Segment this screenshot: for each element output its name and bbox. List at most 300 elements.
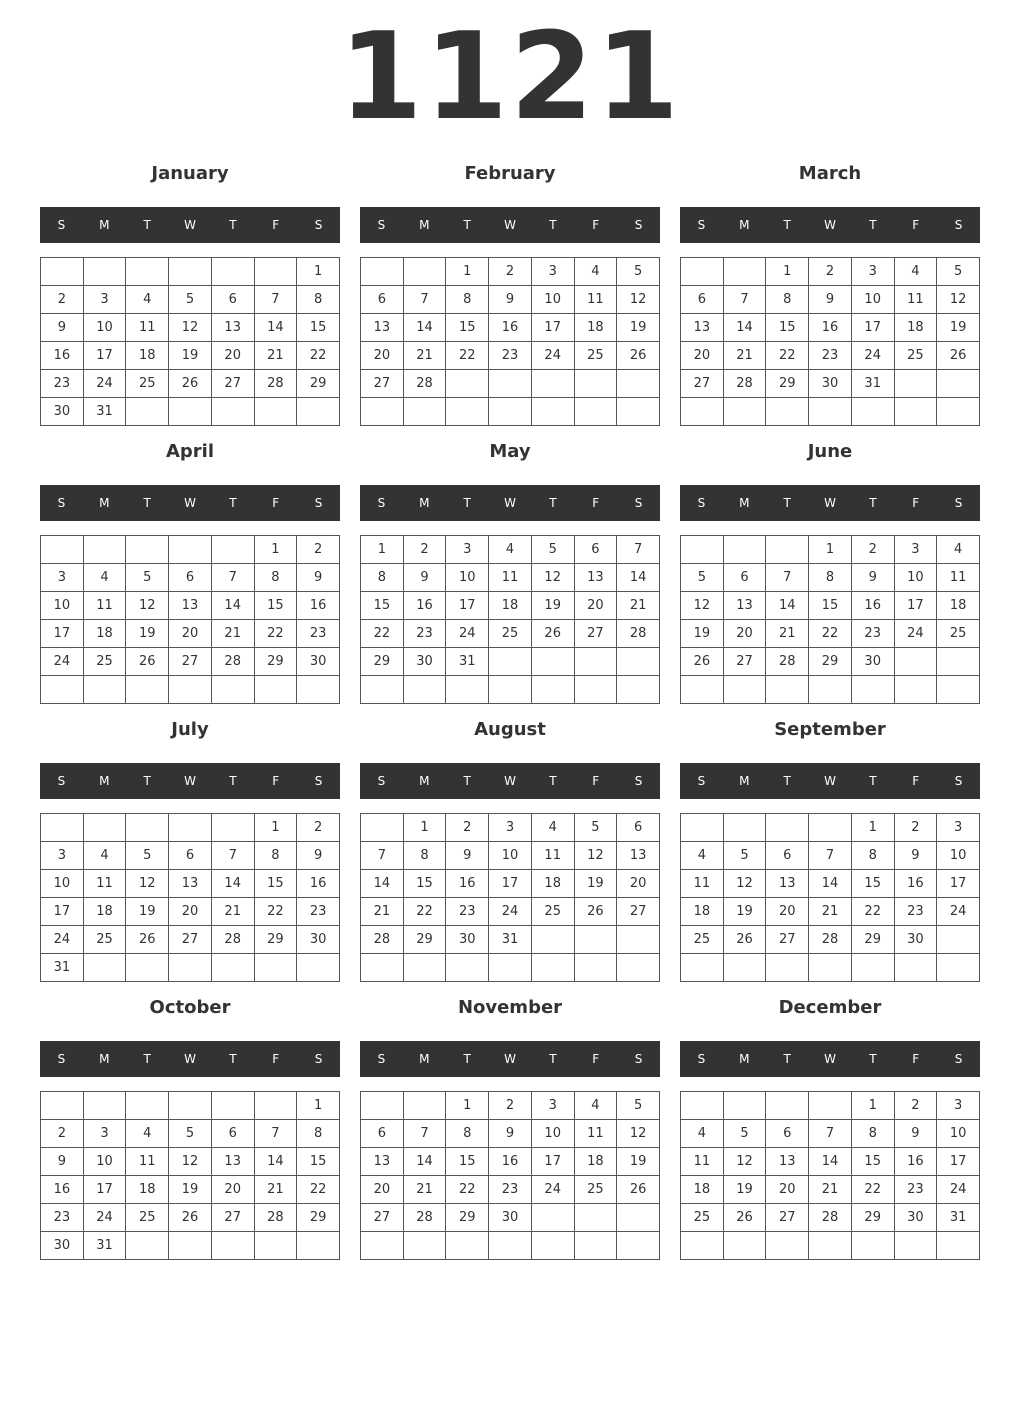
day-cell: 22	[297, 1176, 340, 1204]
day-cell: 7	[809, 842, 852, 870]
day-cell: 30	[895, 926, 938, 954]
empty-cell	[297, 1232, 340, 1260]
day-cell: 14	[809, 1148, 852, 1176]
month-name: September	[774, 719, 886, 740]
day-cell: 1	[446, 258, 489, 286]
day-cell: 30	[809, 370, 852, 398]
day-cell: 27	[617, 898, 660, 926]
day-cell: 25	[84, 926, 127, 954]
day-cell: 8	[766, 286, 809, 314]
weekday-label: F	[272, 496, 280, 510]
day-cell: 9	[895, 842, 938, 870]
empty-cell	[404, 1232, 447, 1260]
empty-cell	[361, 676, 404, 704]
day-cell: 7	[617, 536, 660, 564]
day-cell: 1	[446, 1092, 489, 1120]
empty-cell	[532, 926, 575, 954]
day-cell: 24	[937, 898, 980, 926]
day-cell: 8	[297, 1120, 340, 1148]
day-cell: 10	[489, 842, 532, 870]
empty-cell	[895, 370, 938, 398]
day-cell: 21	[809, 898, 852, 926]
day-cell: 29	[297, 1204, 340, 1232]
empty-cell	[361, 1232, 404, 1260]
day-cell: 20	[575, 592, 618, 620]
weekday-label: W	[504, 496, 516, 510]
day-cell: 15	[297, 314, 340, 342]
day-cell: 29	[809, 648, 852, 676]
day-cell: 27	[361, 1204, 404, 1232]
day-cell: 31	[84, 1232, 127, 1260]
day-cell: 7	[404, 286, 447, 314]
empty-cell	[489, 398, 532, 426]
weekday-label: S	[377, 496, 386, 510]
month-february	[360, 150, 660, 428]
day-cell: 18	[489, 592, 532, 620]
day-cell: 24	[532, 1176, 575, 1204]
day-cell: 17	[532, 314, 575, 342]
day-cell: 23	[41, 370, 84, 398]
day-cell: 22	[852, 898, 895, 926]
day-cell: 10	[895, 564, 938, 592]
weekday-label: S	[314, 1052, 323, 1066]
day-cell: 26	[126, 926, 169, 954]
weekday-label: F	[592, 496, 600, 510]
day-cell: 9	[297, 842, 340, 870]
day-cell: 23	[446, 898, 489, 926]
day-cell: 2	[895, 1092, 938, 1120]
weekday-label: S	[57, 1052, 66, 1066]
day-cell: 20	[361, 342, 404, 370]
day-cell: 20	[681, 342, 724, 370]
empty-cell	[895, 398, 938, 426]
day-cell: 16	[41, 1176, 84, 1204]
weekday-header	[680, 1041, 980, 1077]
empty-cell	[404, 676, 447, 704]
empty-cell	[809, 676, 852, 704]
day-cell: 11	[126, 314, 169, 342]
day-cell: 25	[575, 1176, 618, 1204]
weekday-label: T	[783, 218, 791, 232]
day-cell: 5	[126, 842, 169, 870]
weekday-label: S	[57, 774, 66, 788]
day-cell: 2	[404, 536, 447, 564]
empty-cell	[681, 814, 724, 842]
day-cell: 30	[895, 1204, 938, 1232]
empty-cell	[937, 954, 980, 982]
day-cell: 25	[489, 620, 532, 648]
empty-cell	[681, 1232, 724, 1260]
empty-cell	[361, 1092, 404, 1120]
empty-cell	[681, 258, 724, 286]
day-cell: 29	[446, 1204, 489, 1232]
weekday-label: T	[143, 774, 151, 788]
day-cell: 20	[169, 620, 212, 648]
empty-cell	[681, 676, 724, 704]
empty-cell	[532, 398, 575, 426]
month-december	[680, 984, 980, 1262]
day-cell: 13	[169, 870, 212, 898]
weekday-label: T	[229, 1052, 237, 1066]
day-grid	[360, 1091, 660, 1260]
day-cell: 31	[937, 1204, 980, 1232]
day-cell: 25	[126, 1204, 169, 1232]
day-cell: 29	[255, 648, 298, 676]
day-cell: 29	[766, 370, 809, 398]
empty-cell	[446, 398, 489, 426]
day-cell: 6	[169, 564, 212, 592]
empty-cell	[575, 1204, 618, 1232]
empty-cell	[617, 676, 660, 704]
day-cell: 26	[169, 370, 212, 398]
day-cell: 25	[681, 926, 724, 954]
empty-cell	[489, 676, 532, 704]
weekday-label: S	[954, 774, 963, 788]
weekday-label: S	[57, 496, 66, 510]
day-cell: 12	[724, 1148, 767, 1176]
day-cell: 23	[489, 1176, 532, 1204]
empty-cell	[724, 814, 767, 842]
day-cell: 28	[809, 926, 852, 954]
weekday-label: M	[739, 496, 750, 510]
empty-cell	[532, 676, 575, 704]
day-cell: 30	[41, 1232, 84, 1260]
day-cell: 3	[532, 258, 575, 286]
day-cell: 23	[404, 620, 447, 648]
weekday-label: M	[739, 1052, 750, 1066]
day-cell: 29	[852, 926, 895, 954]
empty-cell	[809, 1092, 852, 1120]
weekday-label: T	[869, 218, 877, 232]
day-cell: 3	[532, 1092, 575, 1120]
month-name: October	[149, 997, 231, 1018]
weekday-label: S	[954, 496, 963, 510]
day-cell: 17	[895, 592, 938, 620]
weekday-label: T	[463, 1052, 471, 1066]
empty-cell	[169, 954, 212, 982]
day-cell: 11	[937, 564, 980, 592]
weekday-label: M	[419, 218, 430, 232]
month-name: July	[171, 719, 209, 740]
weekday-label: T	[783, 496, 791, 510]
day-cell: 1	[852, 1092, 895, 1120]
weekday-label: M	[99, 496, 110, 510]
day-cell: 12	[126, 592, 169, 620]
day-cell: 13	[724, 592, 767, 620]
month-january	[40, 150, 340, 428]
empty-cell	[169, 398, 212, 426]
day-cell: 21	[617, 592, 660, 620]
day-cell: 7	[212, 842, 255, 870]
day-cell: 28	[724, 370, 767, 398]
day-cell: 8	[297, 286, 340, 314]
empty-cell	[617, 1232, 660, 1260]
day-cell: 31	[84, 398, 127, 426]
weekday-label: T	[549, 218, 557, 232]
day-cell: 2	[809, 258, 852, 286]
day-cell: 19	[724, 1176, 767, 1204]
empty-cell	[255, 398, 298, 426]
empty-cell	[446, 954, 489, 982]
day-cell: 8	[852, 1120, 895, 1148]
month-march	[680, 150, 980, 428]
day-cell: 14	[766, 592, 809, 620]
empty-cell	[532, 648, 575, 676]
empty-cell	[895, 648, 938, 676]
day-cell: 4	[532, 814, 575, 842]
day-cell: 20	[724, 620, 767, 648]
day-cell: 1	[404, 814, 447, 842]
weekday-header	[40, 485, 340, 521]
weekday-label: W	[184, 496, 196, 510]
day-cell: 12	[724, 870, 767, 898]
day-cell: 18	[575, 314, 618, 342]
day-cell: 9	[809, 286, 852, 314]
weekday-label: W	[824, 218, 836, 232]
day-cell: 12	[169, 314, 212, 342]
day-cell: 20	[766, 898, 809, 926]
day-cell: 22	[809, 620, 852, 648]
day-cell: 21	[255, 1176, 298, 1204]
day-cell: 21	[404, 1176, 447, 1204]
day-cell: 13	[212, 1148, 255, 1176]
day-cell: 28	[404, 1204, 447, 1232]
day-cell: 26	[724, 1204, 767, 1232]
empty-cell	[212, 1092, 255, 1120]
empty-cell	[212, 814, 255, 842]
empty-cell	[169, 676, 212, 704]
empty-cell	[852, 954, 895, 982]
day-cell: 22	[446, 1176, 489, 1204]
weekday-label: S	[954, 1052, 963, 1066]
day-cell: 22	[255, 898, 298, 926]
empty-cell	[489, 370, 532, 398]
day-cell: 16	[809, 314, 852, 342]
day-cell: 14	[404, 1148, 447, 1176]
empty-cell	[617, 926, 660, 954]
weekday-label: W	[824, 496, 836, 510]
empty-cell	[404, 954, 447, 982]
day-cell: 16	[446, 870, 489, 898]
empty-cell	[361, 398, 404, 426]
day-cell: 26	[617, 1176, 660, 1204]
empty-cell	[41, 676, 84, 704]
weekday-header	[360, 763, 660, 799]
weekday-label: M	[99, 1052, 110, 1066]
weekday-label: T	[229, 774, 237, 788]
day-cell: 9	[489, 286, 532, 314]
day-cell: 16	[489, 1148, 532, 1176]
day-cell: 14	[809, 870, 852, 898]
day-cell: 14	[255, 314, 298, 342]
day-cell: 15	[361, 592, 404, 620]
weekday-label: T	[549, 774, 557, 788]
day-cell: 2	[41, 286, 84, 314]
day-grid	[40, 813, 340, 982]
weekday-label: W	[184, 1052, 196, 1066]
day-cell: 24	[532, 342, 575, 370]
day-cell: 5	[724, 1120, 767, 1148]
day-cell: 4	[937, 536, 980, 564]
empty-cell	[575, 398, 618, 426]
weekday-label: M	[419, 774, 430, 788]
empty-cell	[404, 258, 447, 286]
empty-cell	[404, 398, 447, 426]
day-cell: 1	[297, 258, 340, 286]
weekday-header	[360, 207, 660, 243]
empty-cell	[84, 1092, 127, 1120]
weekday-label: W	[824, 774, 836, 788]
day-cell: 5	[617, 1092, 660, 1120]
weekday-label: F	[592, 774, 600, 788]
day-cell: 30	[446, 926, 489, 954]
day-cell: 7	[255, 286, 298, 314]
year-title: 1121	[339, 8, 681, 147]
day-cell: 25	[126, 370, 169, 398]
day-cell: 6	[212, 286, 255, 314]
day-cell: 15	[255, 870, 298, 898]
month-august	[360, 706, 660, 984]
day-grid	[40, 1091, 340, 1260]
day-cell: 9	[404, 564, 447, 592]
day-cell: 10	[532, 1120, 575, 1148]
day-cell: 13	[766, 870, 809, 898]
day-cell: 29	[255, 926, 298, 954]
empty-cell	[809, 814, 852, 842]
weekday-label: T	[783, 774, 791, 788]
day-cell: 6	[724, 564, 767, 592]
day-cell: 3	[489, 814, 532, 842]
day-cell: 14	[724, 314, 767, 342]
day-cell: 1	[297, 1092, 340, 1120]
day-cell: 8	[852, 842, 895, 870]
empty-cell	[809, 1232, 852, 1260]
day-cell: 12	[681, 592, 724, 620]
empty-cell	[852, 1232, 895, 1260]
day-cell: 8	[255, 842, 298, 870]
day-cell: 17	[937, 870, 980, 898]
day-cell: 24	[41, 926, 84, 954]
day-cell: 2	[41, 1120, 84, 1148]
day-cell: 28	[255, 1204, 298, 1232]
day-cell: 23	[809, 342, 852, 370]
day-cell: 21	[404, 342, 447, 370]
day-cell: 10	[446, 564, 489, 592]
day-cell: 28	[766, 648, 809, 676]
day-grid	[360, 257, 660, 426]
day-cell: 17	[489, 870, 532, 898]
day-cell: 19	[126, 898, 169, 926]
day-cell: 11	[575, 1120, 618, 1148]
day-cell: 30	[852, 648, 895, 676]
day-cell: 13	[361, 314, 404, 342]
empty-cell	[724, 676, 767, 704]
day-cell: 13	[575, 564, 618, 592]
day-cell: 23	[895, 898, 938, 926]
empty-cell	[297, 398, 340, 426]
empty-cell	[724, 258, 767, 286]
weekday-label: T	[229, 496, 237, 510]
day-cell: 9	[297, 564, 340, 592]
day-cell: 10	[84, 1148, 127, 1176]
empty-cell	[255, 676, 298, 704]
day-cell: 13	[361, 1148, 404, 1176]
month-name: March	[798, 163, 862, 184]
day-cell: 9	[446, 842, 489, 870]
day-cell: 22	[446, 342, 489, 370]
empty-cell	[489, 648, 532, 676]
day-cell: 12	[617, 1120, 660, 1148]
empty-cell	[532, 1232, 575, 1260]
day-cell: 17	[84, 342, 127, 370]
day-cell: 23	[852, 620, 895, 648]
day-cell: 1	[361, 536, 404, 564]
empty-cell	[41, 814, 84, 842]
weekday-label: S	[314, 774, 323, 788]
day-cell: 15	[766, 314, 809, 342]
day-cell: 24	[84, 370, 127, 398]
day-cell: 12	[937, 286, 980, 314]
day-cell: 29	[361, 648, 404, 676]
empty-cell	[84, 954, 127, 982]
day-cell: 21	[212, 898, 255, 926]
empty-cell	[766, 398, 809, 426]
empty-cell	[212, 536, 255, 564]
day-cell: 28	[361, 926, 404, 954]
day-cell: 3	[41, 842, 84, 870]
empty-cell	[169, 814, 212, 842]
day-cell: 1	[852, 814, 895, 842]
day-cell: 19	[937, 314, 980, 342]
empty-cell	[724, 536, 767, 564]
day-cell: 26	[617, 342, 660, 370]
empty-cell	[617, 648, 660, 676]
weekday-label: S	[377, 774, 386, 788]
day-cell: 9	[41, 314, 84, 342]
day-cell: 19	[724, 898, 767, 926]
weekday-label: F	[912, 496, 920, 510]
empty-cell	[681, 954, 724, 982]
day-cell: 20	[361, 1176, 404, 1204]
day-cell: 20	[766, 1176, 809, 1204]
day-cell: 8	[361, 564, 404, 592]
month-name: December	[778, 997, 882, 1018]
weekday-label: T	[229, 218, 237, 232]
day-cell: 2	[297, 814, 340, 842]
empty-cell	[724, 1092, 767, 1120]
weekday-label: W	[504, 774, 516, 788]
month-september	[680, 706, 980, 984]
weekday-label: S	[314, 496, 323, 510]
weekday-label: M	[739, 218, 750, 232]
empty-cell	[41, 536, 84, 564]
day-cell: 2	[297, 536, 340, 564]
day-cell: 17	[84, 1176, 127, 1204]
day-cell: 30	[297, 926, 340, 954]
empty-cell	[532, 954, 575, 982]
day-cell: 2	[852, 536, 895, 564]
day-cell: 17	[41, 898, 84, 926]
month-name: February	[464, 163, 556, 184]
day-cell: 24	[937, 1176, 980, 1204]
weekday-label: F	[912, 774, 920, 788]
day-cell: 19	[169, 342, 212, 370]
weekday-label: M	[99, 218, 110, 232]
day-cell: 16	[489, 314, 532, 342]
day-cell: 28	[809, 1204, 852, 1232]
day-cell: 1	[255, 814, 298, 842]
empty-cell	[575, 926, 618, 954]
